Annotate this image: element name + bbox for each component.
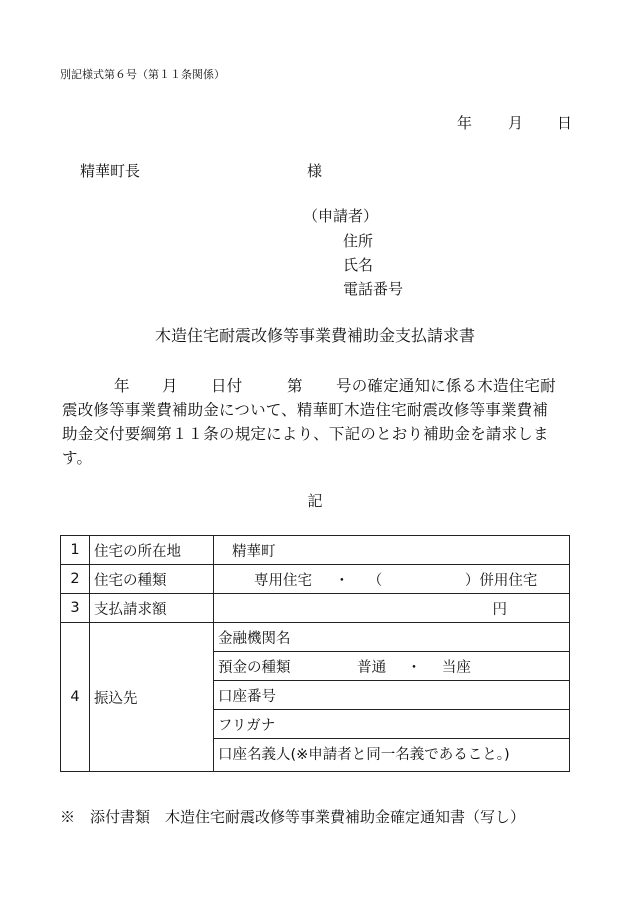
location-value: 精華町 (232, 543, 276, 560)
document-title: 木造住宅耐震改修等事業費補助金支払請求書 (154, 326, 475, 345)
location-field[interactable] (214, 536, 570, 565)
row-number: 3 (61, 594, 90, 623)
body-line3: 助金交付要綱第１１条の規定により、下記のとおり補助金を請求しま (62, 425, 549, 443)
addressee-name: 精華町長 (80, 162, 141, 180)
bank-name-label: 金融機関名 (218, 630, 291, 647)
form-number: 別記様式第６号（第１１条関係） (60, 68, 225, 81)
house-type-option-combined: 併用住宅 (479, 572, 538, 589)
paren-open: （ (367, 572, 383, 589)
bank-name-field[interactable] (214, 623, 570, 652)
addressee-honorific: 様 (307, 162, 323, 180)
applicant-name-label: 氏名 (343, 256, 374, 274)
deposit-type-label: 預金の種類 (218, 659, 291, 676)
table-row (61, 565, 570, 594)
row-label: 振込先 (90, 623, 214, 772)
account-number-label: 口座番号 (218, 688, 276, 705)
applicant-heading: （申請者） (303, 207, 379, 225)
body-number-prefix: 第 (287, 377, 303, 395)
applicant-address-label: 住所 (343, 232, 374, 250)
house-type-option-dedicated: 専用住宅 (254, 572, 312, 589)
body-month: 月 (162, 377, 178, 395)
account-number-field[interactable] (214, 681, 570, 710)
body-line1-rest: 号の確定通知に係る木造住宅耐 (336, 377, 556, 395)
ki-marker: 記 (307, 492, 323, 510)
table-row (61, 623, 570, 652)
body-line2: 震改修等事業費補助金について、精華町木造住宅耐震改修等事業費補 (62, 401, 549, 419)
amount-field[interactable] (214, 594, 570, 623)
separator-dot: ・ (406, 659, 422, 676)
row-number: 4 (61, 623, 90, 772)
body-day-suffix: 日付 (211, 377, 243, 395)
date-month: 月 (508, 114, 524, 132)
row-label: 住宅の種類 (90, 565, 214, 594)
table-row (61, 536, 570, 565)
deposit-type-current: 当座 (441, 659, 471, 676)
row-label: 支払請求額 (90, 594, 214, 623)
paren-close: ） (464, 572, 480, 589)
table-row (61, 594, 570, 623)
furigana-label: フリガナ (218, 717, 276, 734)
claim-table (60, 535, 570, 772)
separator-dot: ・ (334, 572, 350, 589)
row-label: 住宅の所在地 (90, 536, 214, 565)
attachment-note: ※ 添付書類 木造住宅耐震改修等事業費補助金確定通知書（写し） (60, 808, 526, 826)
row-number: 1 (61, 536, 90, 565)
body-line4: す。 (62, 449, 93, 467)
account-holder-field[interactable] (214, 739, 570, 772)
house-type-field[interactable] (214, 565, 570, 594)
account-holder-label: 口座名義人(※申請者と同一名義であること。) (218, 747, 510, 763)
applicant-phone-label: 電話番号 (343, 280, 404, 298)
row-number: 2 (61, 565, 90, 594)
furigana-field[interactable] (214, 710, 570, 739)
deposit-type-ordinary: 普通 (357, 659, 387, 676)
amount-unit: 円 (492, 601, 507, 618)
date-year: 年 (457, 114, 473, 132)
date-day: 日 (557, 114, 573, 132)
deposit-type-field[interactable] (214, 652, 570, 681)
body-year: 年 (114, 377, 130, 395)
